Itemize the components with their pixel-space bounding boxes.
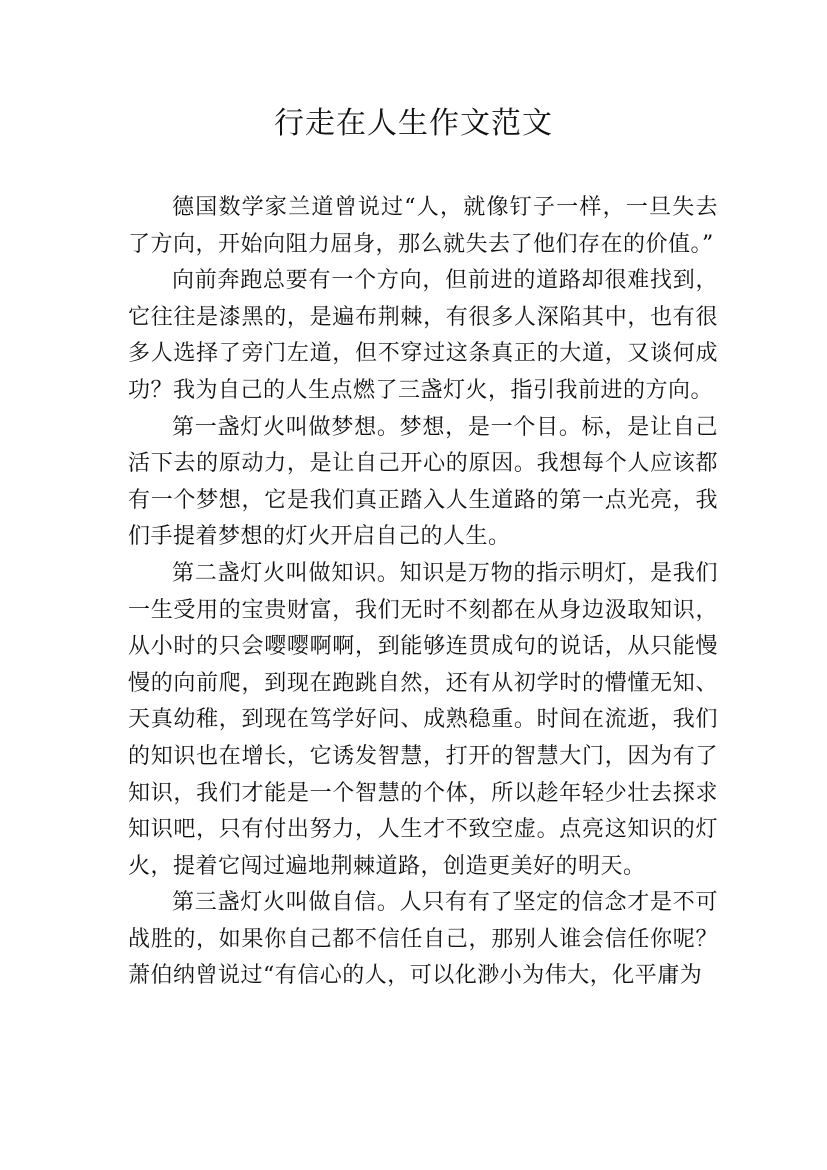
paragraph-5: 第三盏灯火叫做自信。人只有有了坚定的信念才是不可战胜的，如果你自己都不信任自己，那别人谁会信任你呢？萧伯纳曾说过“有信心的人，可以化渺小为伟大，化平庸为 xyxy=(128,890,718,989)
paragraph-4: 第二盏灯火叫做知识。知识是万物的指示明灯，是我们一生受用的宝贵财富，我们无时不刻都在从身边汲取知识，从小时的只会嘤嘤啊啊，到能够连贯成句的说话，从只能慢慢的向前爬，到现在跑跳自然，还有从初学时的懵懂无知、天真幼稚，到现在笃学好问、成熟稳重。时间在流逝，我们的知识也在增长，它诱发智慧，打开的智慧大门，因为有了知识，我们才能是一个智慧的个体，所以趁年轻少壮去探求知识吧，只有付出努力，人生才不致空虚。点亮这知识的灯火，提着它闯过遍地荆棘道路，创造更美好的明天。 xyxy=(128,560,718,879)
document-body xyxy=(128,190,718,995)
document-title: 行走在人生作文范文 xyxy=(274,106,553,141)
paragraph-2: 向前奔跑总要有一个方向，但前进的道路却很难找到，它往往是漆黑的，是遍布荆棘，有很多人深陷其中，也有很多人选择了旁门左道，但不穿过这条真正的大道，又谈何成功？我为自己的人生点燃了三盏灯火，指引我前进的方向。 xyxy=(128,268,718,403)
paragraph-1: 德国数学家兰道曾说过“人，就像钉子一样，一旦失去了方向，开始向阻力屈身，那么就失去了他们存在的价值。” xyxy=(128,195,718,257)
paragraph-3: 第一盏灯火叫做梦想。梦想，是一个目。标，是让自己活下去的原动力，是让自己开心的原因。我想每个人应该都有一个梦想，它是我们真正踏入人生道路的第一点光亮，我们手提着梦想的灯火开启自己的人生。 xyxy=(128,414,718,550)
